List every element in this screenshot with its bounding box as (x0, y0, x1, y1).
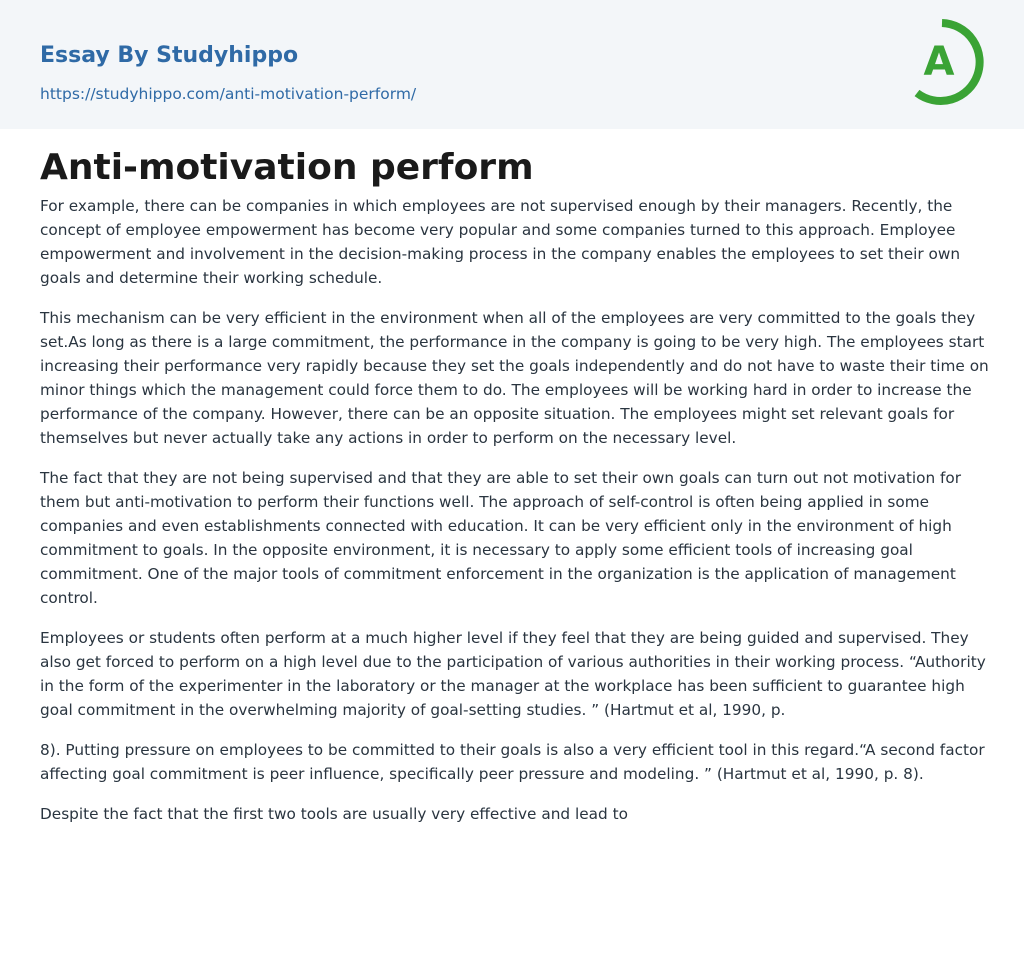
studyhippo-logo-icon (912, 19, 986, 105)
paragraph: The fact that they are not being supervised and that they are able to set their own goals can turn out not motivation for them but anti-motivation to perform their functions well. The approach of self-control is often being applied in some companies and even establishments connected with education. It can be very efficient only in the environment of high commitment to goals. In the opposite environment, it is necessary to apply some efficient tools of increasing goal commitment. One of the major tools of commitment enforcement in the organization is the application of management control. (40, 469, 962, 607)
page-title: Anti-motivation perform (40, 147, 534, 188)
paragraph: For example, there can be companies in which employees are not supervised enough by their managers. Recently, the concept of employee empowerment has become very popular and some companies turned to this approach. Employee empowerment and involvement in the decision-making process in the company enables the employees to set their own goals and determine their working schedule. (40, 197, 961, 287)
logo-letter: A (923, 39, 955, 85)
paragraph: This mechanism can be very efficient in the environment when all of the employees are very committed to the goals they set.As long as there is a large commitment, the performance in the company is going to be very high. The employees start increasing their performance very rapidly because they set the goals independently and do not have to waste their time on minor things which the management could force them to do. The employees will be working hard in order to increase the performance of the company. However, there can be an opposite situation. The employees might set relevant goals for themselves but never actually take any actions in order to perform on the necessary level. (40, 309, 989, 447)
brand-title: Essay By Studyhippo (40, 43, 299, 68)
paragraph: Employees or students often perform at a much higher level if they feel that they are being guided and supervised. They also get forced to perform on a high level due to the participation of various authorities in their working process. “Authority in the form of the experimenter in the laboratory or the manager at the workplace has been sufficient to guarantee high goal commitment in the overwhelming majority of goal-setting studies. ” (Hartmut et al, 1990, p. (40, 629, 986, 719)
article-url-link[interactable]: https://studyhippo.com/anti-motivation-perform/ (40, 85, 417, 103)
paragraph: 8). Putting pressure on employees to be committed to their goals is also a very efficient tool in this regard.“A second factor affecting goal commitment is peer influence, specifically peer pressure and modeling. ” (Hartmut et al, 1990, p. 8). (40, 741, 985, 783)
paragraph: Despite the fact that the first two tools are usually very effective and lead to (40, 805, 628, 823)
article-body (40, 194, 990, 842)
